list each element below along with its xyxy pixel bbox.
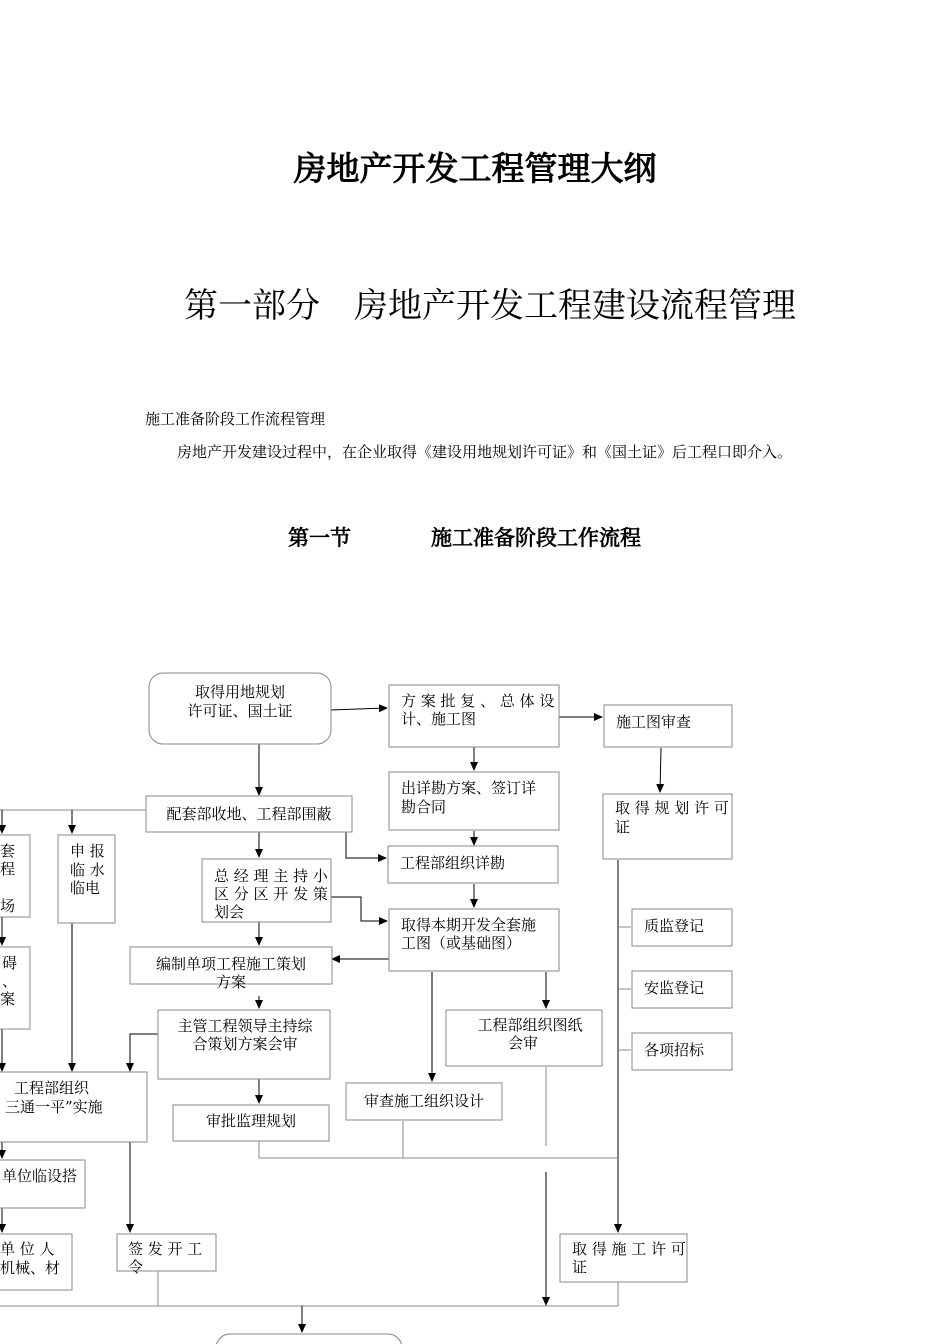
svg-text:机械、材: [0, 1259, 60, 1277]
n2-line1: 方 案 批 复 、 总 体 设: [401, 692, 555, 710]
n1-line1: 取得用地规划: [194, 683, 286, 701]
svg-text:三通一平”实施: [5, 1098, 103, 1116]
n10-line2: 区 分 区 开 发 策: [214, 885, 328, 903]
n1-line2: 许可证、国土证: [187, 702, 293, 720]
svg-text:工程部组织图纸: [477, 1016, 582, 1034]
svg-text:配套部收地、工程部围蔽: [166, 805, 331, 823]
svg-text:取 得 施 工 许 可: [572, 1240, 686, 1258]
part-heading: 第一部分 房地产开发工程建设流程管理: [184, 286, 796, 326]
svg-text:取得用地规划: [195, 683, 285, 701]
n17-line1: 工程部组织图纸: [477, 1016, 583, 1034]
svg-text:临电: [70, 879, 100, 897]
svg-text:施工图审查: [616, 713, 691, 731]
svg-text:单位临设搭: [2, 1167, 77, 1185]
n18-line1: 各项招标: [644, 1041, 705, 1059]
svg-text:程: [0, 860, 15, 878]
n13-line2: 、: [2, 972, 18, 990]
document-title: 房地产开发工程管理大纲: [293, 149, 657, 188]
n25-line1: 取 得 施 工 许 可: [572, 1240, 686, 1258]
svg-text:工程部组织: [14, 1079, 90, 1097]
intro-paragraph: 房地产开发建设过程中，在企业取得《建设用地规划许可证》和《国土证》后工程口即介入。: [177, 443, 793, 461]
svg-text:划会: [214, 903, 244, 921]
n15-line1: 安监登记: [644, 979, 705, 997]
svg-text:签 发 开 工: [128, 1240, 202, 1258]
n5-line2: 证: [615, 818, 631, 836]
n5-line1: 取 得 规 划 许 可: [615, 799, 729, 817]
n8-line3: 临电: [70, 879, 101, 897]
n10-line3: 划会: [214, 903, 245, 921]
n14-line1: 编制单项工程施工策划: [155, 955, 307, 973]
svg-text:取得本期开发全套施: [401, 916, 536, 934]
svg-text:、: [2, 972, 17, 990]
n8-line1: 申 报: [70, 842, 105, 860]
n8-line2: 临 水: [70, 861, 105, 879]
svg-text:证: [572, 1258, 587, 1276]
svg-text:方 案 批 复 、 总 体 设: [401, 692, 554, 710]
n22-line1: 单位临设搭: [2, 1167, 78, 1185]
svg-text:令: [128, 1258, 143, 1276]
n13-line1: 碍: [2, 954, 18, 972]
n7-line4: 场: [0, 897, 16, 915]
svg-text:取 得 规 划 许 可: [615, 799, 729, 817]
n13-line3: 案: [0, 990, 16, 1008]
svg-text:工程部组织详勘: [400, 854, 505, 872]
n24-line1: 签 发 开 工: [128, 1240, 203, 1258]
svg-text:证: [615, 818, 630, 836]
svg-text:许可证、国土证: [187, 702, 292, 720]
svg-text:会审: [508, 1034, 538, 1052]
svg-text:勘合同: [401, 798, 446, 816]
n21-line1: 审批监理规划: [205, 1112, 297, 1130]
n17-line2: 会审: [507, 1034, 539, 1052]
svg-text:各项招标: [644, 1041, 705, 1059]
svg-text:计、施工图: [401, 710, 476, 728]
n19-line2: 三通一平”实施: [5, 1098, 103, 1116]
n12-line1: 质监登记: [644, 917, 705, 935]
n4-line2: 勘合同: [401, 798, 447, 816]
svg-text:碍: [2, 954, 17, 972]
section-title: 施工准备阶段工作流程: [431, 525, 641, 550]
svg-text:工图（或基础图）: [401, 934, 521, 952]
subsection-label: 施工准备阶段工作流程管理: [145, 410, 326, 428]
svg-text:主管工程领导主持综: [177, 1017, 313, 1035]
svg-text:场: [0, 897, 15, 915]
svg-text:区 分 区 开 发 策: [214, 885, 328, 903]
n11-line1: 取得本期开发全套施: [401, 916, 537, 934]
svg-text:临 水: [70, 861, 105, 879]
svg-text:单 位 人: [0, 1240, 55, 1258]
svg-text:套: [0, 842, 15, 860]
svg-text:出详勘方案、签订详: [401, 779, 536, 797]
n23-line1: 单 位 人: [0, 1240, 55, 1258]
n24-line2: 令: [128, 1258, 144, 1276]
svg-text:审批监理规划: [206, 1112, 296, 1130]
n16-line2: 合策划方案会审: [192, 1035, 298, 1053]
svg-text:总 经 理 主 持 小: [214, 867, 329, 885]
n4-line1: 出详勘方案、签订详: [401, 779, 537, 797]
n6-line1: 配套部收地、工程部围蔽: [166, 805, 332, 823]
n10-line1: 总 经 理 主 持 小: [214, 867, 328, 885]
n11-line2: 工图（或基础图）: [401, 934, 522, 952]
n7-line2: 程: [0, 860, 16, 878]
svg-text:案: [0, 990, 15, 1008]
n16-line1: 主管工程领导主持综: [177, 1017, 313, 1035]
n7-line1: 套: [0, 842, 16, 860]
n23-line2: 机械、材: [0, 1259, 61, 1277]
n9-line1: 工程部组织详勘: [400, 854, 506, 872]
svg-text:安监登记: [644, 979, 704, 997]
n2-line2: 计、施工图: [401, 710, 477, 728]
svg-text:申 报: [70, 842, 105, 860]
n19-line1: 工程部组织: [14, 1079, 90, 1097]
n14-line2: 方案: [215, 973, 247, 991]
svg-text:审查施工组织设计: [364, 1092, 484, 1110]
node-bottom: [216, 1334, 402, 1344]
svg-text:方案: [216, 973, 246, 991]
section-number: 第一节: [288, 525, 351, 550]
svg-text:编制单项工程施工策划: [156, 955, 306, 973]
svg-text:质监登记: [644, 917, 704, 935]
n3-line1: 施工图审查: [616, 713, 692, 731]
n20-line1: 审查施工组织设计: [363, 1092, 485, 1110]
n25-line2: 证: [572, 1258, 588, 1276]
svg-text:合策划方案会审: [192, 1035, 297, 1053]
